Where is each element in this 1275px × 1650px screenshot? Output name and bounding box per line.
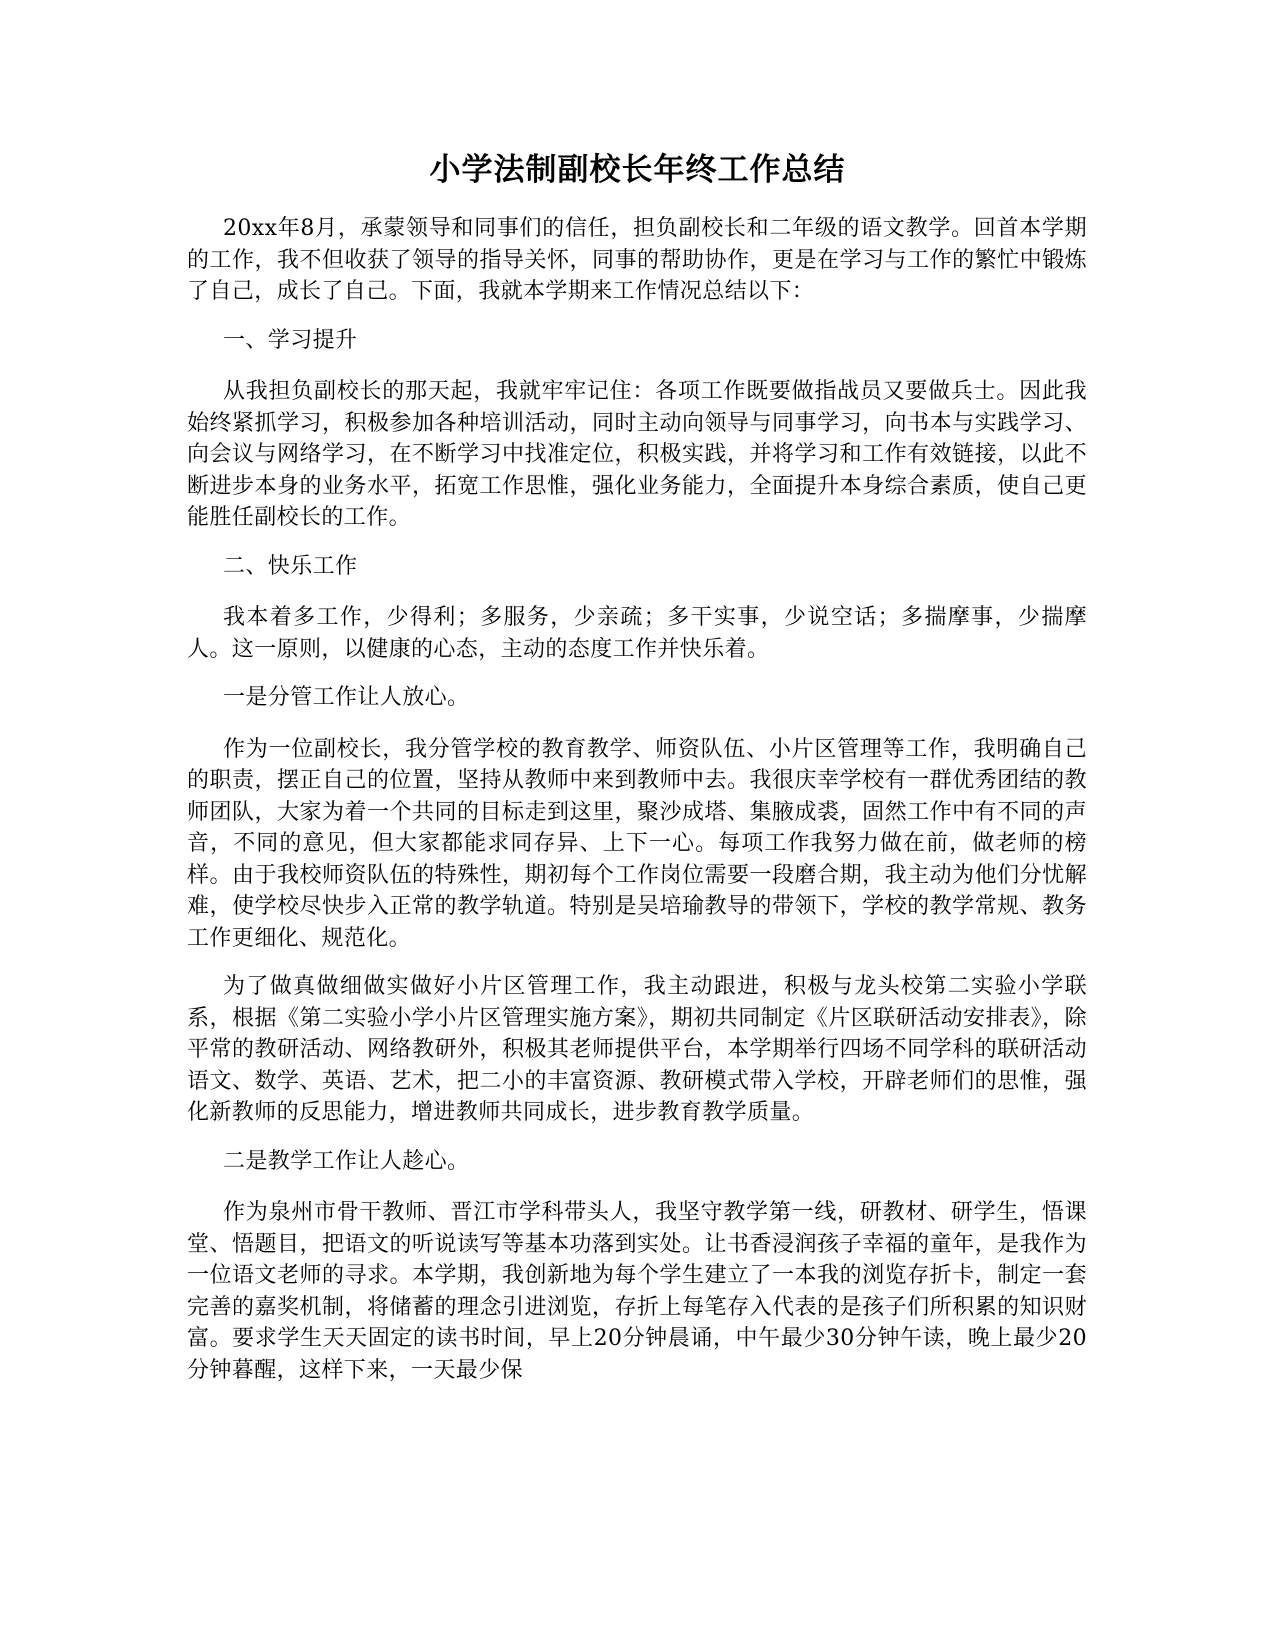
study-paragraph: 从我担负副校长的那天起，我就牢牢记住：各项工作既要做指战员又要做兵士。因此我始终紧抓学习，积极参加各种培训活动，同时主动向领导与同事学习，向书本与实践学习、向会议与网络学习，在不断学习中找准定位，积极实践，并将学习和工作有效链接，以此不断进步本身的业务水平，拓宽工作思惟，强化业务能力，全面提升本身综合素质，使自己更能胜任副校长的工作。 [187,379,1087,530]
section-heading-work: 二、快乐工作 [223,553,358,579]
work-principle-paragraph: 我本着多工作，少得利；多服务，少亲疏；多干实事，少说空话；多揣摩事，少揣摩人。这一原则，以健康的心态，主动的态度工作并快乐着。 [187,605,1087,662]
subheading-teaching: 二是教学工作让人趁心。 [223,1148,470,1174]
management-paragraph: 作为一位副校长，我分管学校的教育教学、师资队伍、小片区管理等工作，我明确自己的职责，摆正自己的位置，坚持从教师中来到教师中去。我很庆幸学校有一群优秀团结的教师团队，大家为着一个共同的目标走到这里，聚沙成塔、集腋成裘，固然工作中有不同的声音，不同的意见，但大家都能求同存异、上下一心。每项工作我努力做在前，做老师的榜样。由于我校师资队伍的特殊性，期初每个工作岗位需要一段磨合期，我主动为他们分忧解难，使学校尽快步入正常的教学轨道。特别是吴培瑜教导的带领下，学校的教学常规、教务工作更细化、规范化。 [187,736,1087,951]
intro-paragraph: 20xx年8月，承蒙领导和同事们的信任，担负副校长和二年级的语文教学。回首本学期的工作，我不但收获了领导的指导关怀，同事的帮助协作，更是在学习与工作的繁忙中锻炼了自己，成长了自己。下面，我就本学期来工作情况总结以下： [187,216,1087,304]
document-body [187,213,1087,1403]
section-heading-study: 一、学习提升 [223,327,358,353]
teaching-paragraph: 作为泉州市骨干教师、晋江市学科带头人，我坚守教学第一线，研教材、研学生，悟课堂、悟题目，把语文的听说读写等基本功落到实处。让书香浸润孩子幸福的童年，是我作为一位语文老师的寻求。本学期，我创新地为每个学生建立了一本我的浏览存折卡，制定一套完善的嘉奖机制，将储蓄的理念引进浏览，存折上每笔存入代表的是孩子们所积累的知识财富。要求学生天天固定的读书时间，早上20分钟晨诵，中午最少30分钟午读，晚上最少20分钟暮醒，这样下来，一天最少保 [187,1200,1087,1383]
document-title: 小学法制副校长年终工作总结 [429,152,846,188]
district-paragraph: 为了做真做细做实做好小片区管理工作，我主动跟进，积极与龙头校第二实验小学联系，根据《第二实验小学小片区管理实施方案》，期初共同制定《片区联研活动安排表》，除平常的教研活动、网络教研外，积极其老师提供平台，本学期举行四场不同学科的联研活动语文、数学、英语、艺术，把二小的丰富资源、教研模式带入学校，开辟老师们的思惟，强化新教师的反思能力，增进教师共同成长，进步教育教学质量。 [187,974,1087,1125]
subheading-management: 一是分管工作让人放心。 [223,685,470,710]
